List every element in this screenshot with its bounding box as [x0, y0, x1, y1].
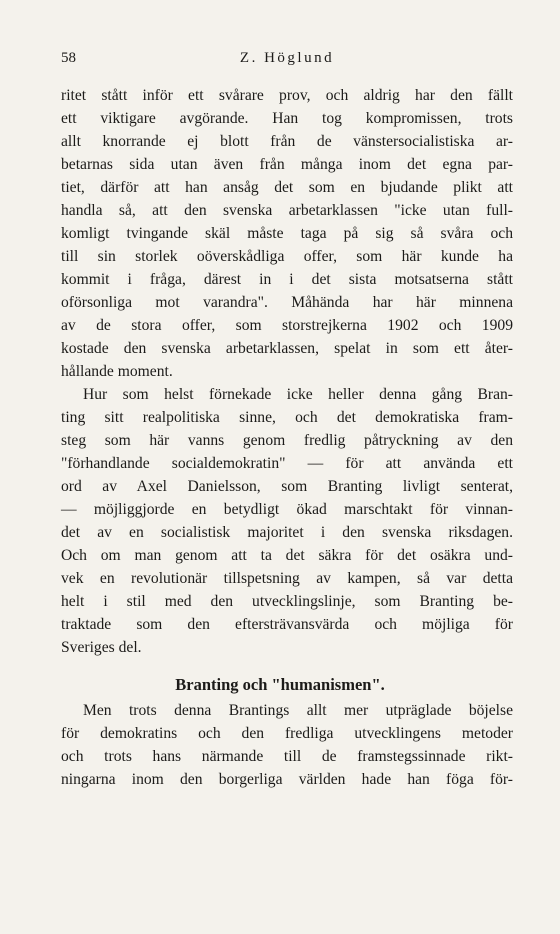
text-line: Och om man genom att ta det säkra för det osäkra und-: [61, 547, 513, 564]
text-line: till sin storlek oöverskådliga offer, som här kunde ha: [61, 248, 513, 265]
body-text-lower: [61, 699, 513, 791]
text-line: komligt tvingande skäl måste taga på sig så svåra och: [61, 225, 513, 242]
text-line: betarnas sida utan även från många inom det egna par-: [61, 156, 513, 173]
paragraph-1: [61, 84, 513, 383]
text-line: Men trots denna Brantings allt mer utpräglade böjelse: [83, 702, 513, 719]
page-number: 58: [61, 50, 76, 66]
text-line: traktade som den eftersträvansvärda och möjliga för: [61, 616, 513, 633]
page-header: [61, 50, 513, 72]
section-heading: Branting och "humanismen".: [175, 675, 385, 694]
text-line: ritet stått inför ett svårare prov, och aldrig har den fällt: [61, 87, 513, 104]
text-line: och trots hans närmande till de framstegssinnade rikt-: [61, 748, 513, 765]
text-line: "förhandlande socialdemokratin" — för att använda ett: [61, 455, 513, 472]
text-line: ting sitt realpolitiska sinne, och det demokratiska fram-: [61, 409, 513, 426]
text-line: handla så, att den svenska arbetarklassen "icke utan full-: [61, 202, 513, 219]
text-line: för demokratins och den fredliga utvecklingens metoder: [61, 725, 513, 742]
text-line: av de stora offer, som storstrejkerna 1902 och 1909: [61, 317, 513, 334]
body-text-upper: [61, 84, 513, 659]
text-line: vek en revolutionär tillspetsning av kampen, så var detta: [61, 570, 513, 587]
text-line: ett viktigare avgörande. Han tog kompromissen, trots: [61, 110, 513, 127]
text-line: kostade den svenska arbetarklassen, spelat in som ett åter-: [61, 340, 513, 357]
text-line: helt i stil med den utvecklingslinje, som Branting be-: [61, 593, 513, 610]
text-line: ord av Axel Danielsson, som Branting livligt senterat,: [61, 478, 513, 495]
text-line: Sveriges del.: [61, 639, 142, 656]
paragraph-3: [61, 699, 513, 791]
text-line: tiet, därför att han ansåg det som en bjudande plikt att: [61, 179, 513, 196]
text-line: — möjliggjorde en betydligt ökad marschtakt för vinnan-: [61, 501, 513, 518]
text-line: ningarna inom den borgerliga världen hade han föga för-: [61, 771, 513, 788]
text-line: allt knorrande ej blott från de vänstersocialistiska ar-: [61, 133, 513, 150]
paragraph-2: [61, 383, 513, 659]
text-line: Hur som helst förnekade icke heller denna gång Bran-: [83, 386, 513, 403]
text-line: kommit i fråga, därest in i det sista motsatserna stått: [61, 271, 513, 288]
text-line: steg som här vanns genom fredlig påtryckning av den: [61, 432, 513, 449]
text-line: det av en socialistisk majoritet i den svenska riksdagen.: [61, 524, 513, 541]
text-line: oförsonliga mot varandra". Måhända har här minnena: [61, 294, 513, 311]
text-line: hållande moment.: [61, 363, 173, 380]
running-head: Z. Höglund: [239, 50, 335, 66]
